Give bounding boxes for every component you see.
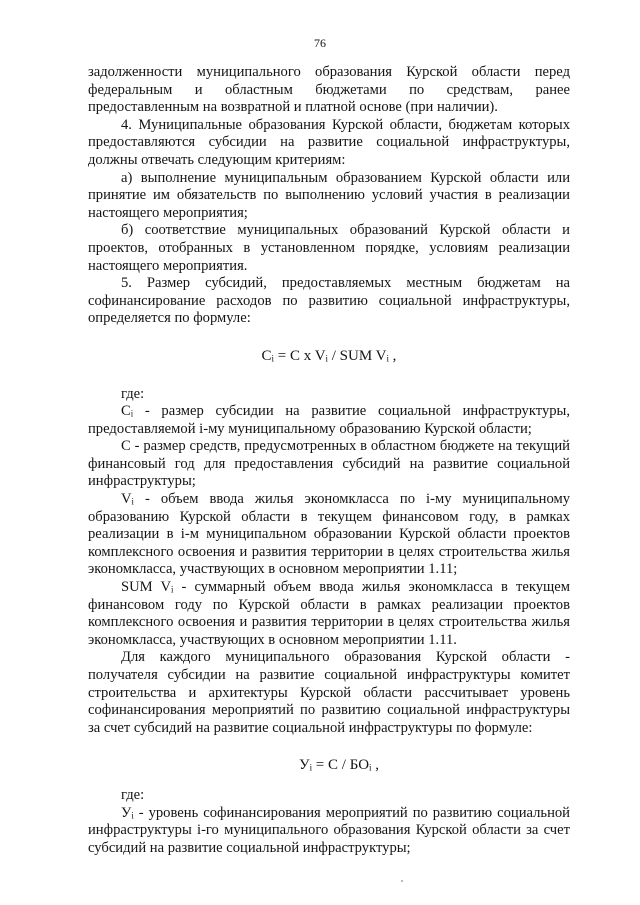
definition-ci: Cᵢ - размер субсидии на развитие социальной инфраструктуры, предоставляемой i-му муниципальному образованию Курской области; [88, 403, 570, 437]
scan-speck [401, 880, 403, 882]
page-number: 76 [314, 36, 326, 50]
paragraph-cofinancing-level: Для каждого муниципального образования Курской области - получателя субсидии на развитие социальной инфраструктуры комитет строительства и архитектуры Курской области рассчитывает уровень софинансирования мероприятий по развитию социальной инфраструктуры за счет субсидий на развитие социальной инфраструктуры по формуле: [88, 649, 570, 736]
formula-cofinancing: Уᵢ = С / БОᵢ , [298, 757, 379, 774]
definition-c: С - размер средств, предусмотренных в областном бюджете на текущий финансовый год для предоставления субсидий на развитие социальной инфраструктуры; [88, 438, 570, 490]
definition-ui: Уᵢ - уровень софинансирования мероприятий по развитию социальной инфраструктуры i-го муниципального образования Курской области за счет субсидий на развитие социальной инфраструктуры; [88, 804, 570, 856]
paragraph-criterion-b: б) соответствие муниципальных образований Курской области и проектов, отобранных в установленном порядке, условиям реализации настоящего мероприятия. [88, 222, 570, 274]
definition-sum-vi: SUM Vᵢ - суммарный объем ввода жилья экономкласса в текущем финансовом году по Курской области в рамках реализации проектов комплексного освоения и развития территории в целях строительства жилья экономкласса, участвующих в основном мероприятии 1.11. [88, 579, 570, 648]
formula-subsidy: Cᵢ = C x Vᵢ / SUM Vᵢ , [261, 347, 397, 364]
paragraph-subsidy-size: 5. Размер субсидий, предоставляемых местным бюджетам на софинансирование расходов по развитию социальной инфраструктуры, определяется по формуле: [88, 275, 570, 327]
document-body [88, 64, 570, 857]
paragraph-criterion-a: а) выполнение муниципальным образованием Курской области или принятие им обязательств по выполнению условий участия в реализации настоящего мероприятия; [88, 169, 570, 221]
where-label-2: где: [121, 786, 145, 803]
paragraph-criteria-intro: 4. Муниципальные образования Курской области, бюджетам которых предоставляются субсидии на развитие социальной инфраструктуры, должны отвечать следующим критериям: [88, 116, 570, 168]
definition-vi: Vᵢ - объем ввода жилья экономкласса по i-му муниципальному образованию Курской области в текущем финансовом году, в рамках реализации в i-м муниципальном образовании Курской области проектов комплексного освоения и развития территории в целях строительства жилья экономкласса, участвующих в основном мероприятии 1.11; [88, 491, 570, 578]
where-label-1: где: [121, 385, 145, 402]
paragraph-debt-clause: задолженности муниципального образования Курской области перед федеральным и областным бюджетами по средствам, ранее предоставленным на возвратной и платной основе (при наличии). [88, 64, 570, 116]
